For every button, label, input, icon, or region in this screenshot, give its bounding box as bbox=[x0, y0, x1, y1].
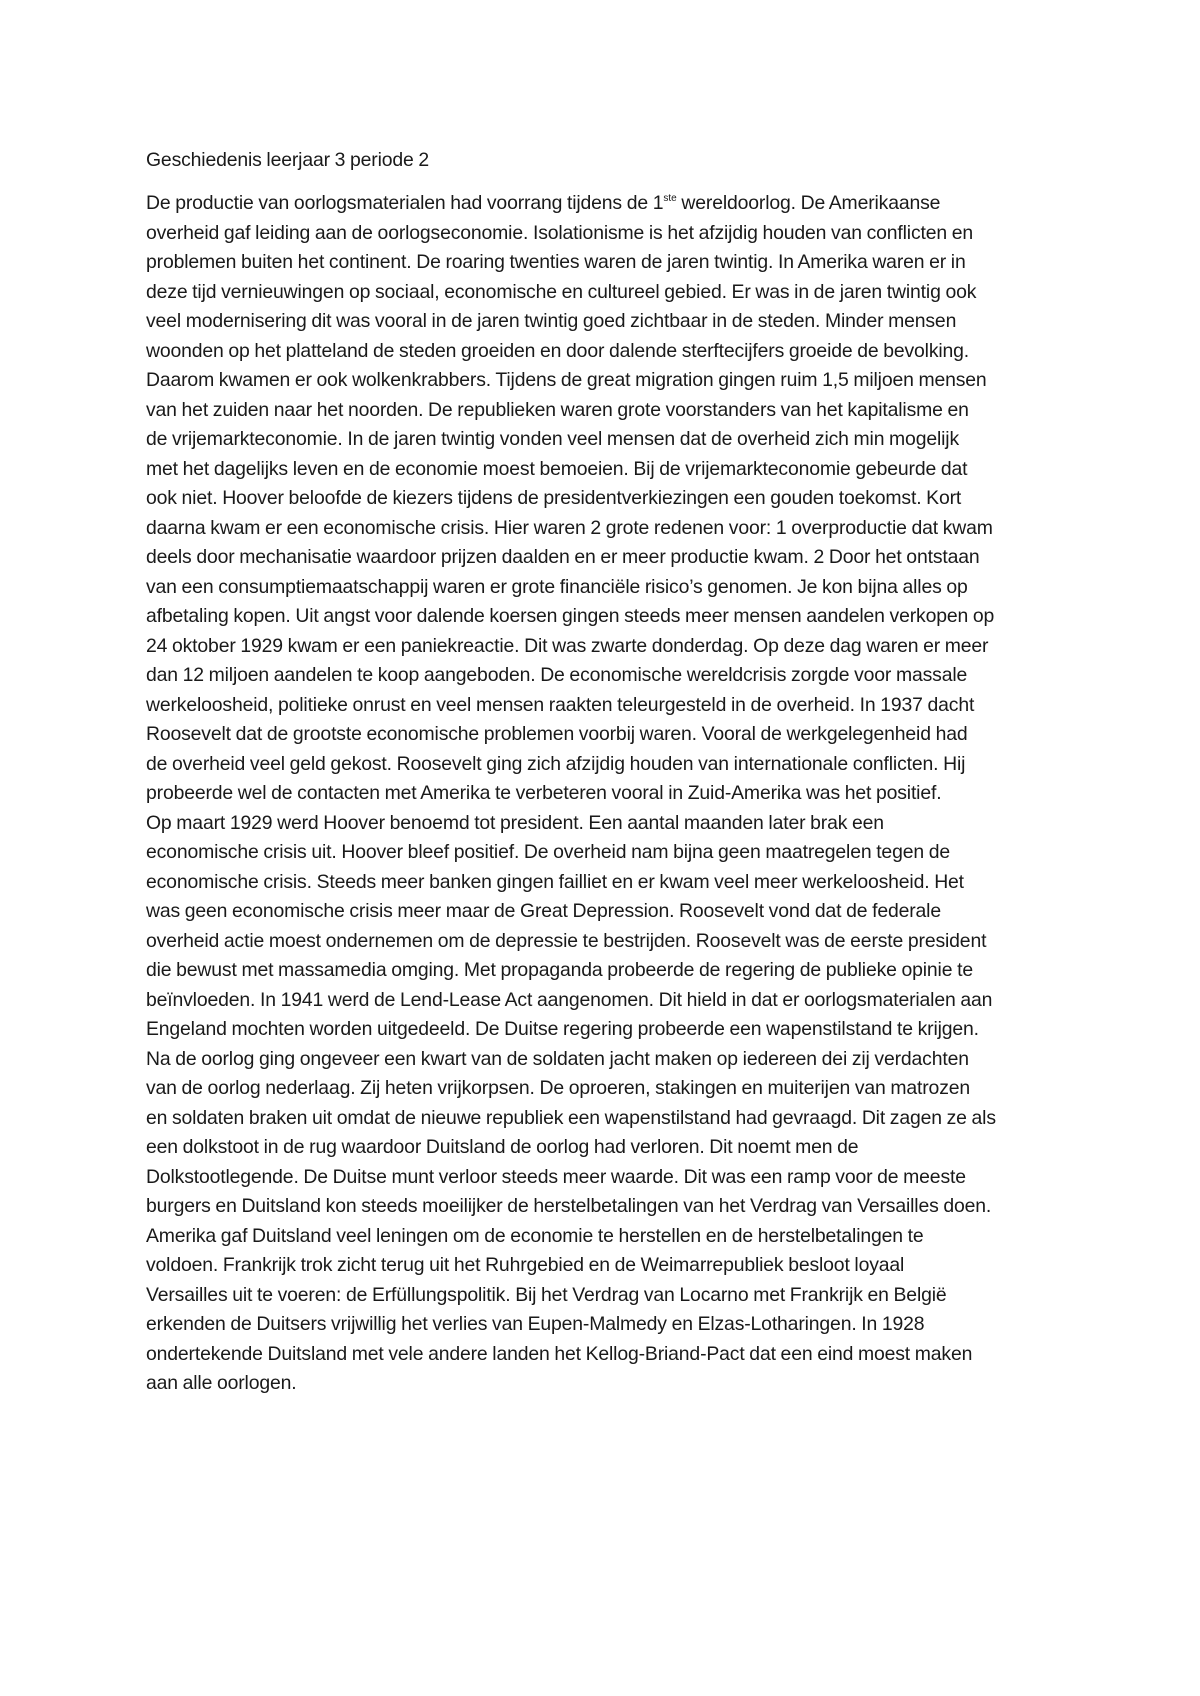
text-line: dan 12 miljoen aandelen te koop aangeboden. De economische wereldcrisis zorgde voor massale bbox=[146, 664, 968, 686]
text-line bbox=[146, 189, 1066, 219]
text-line: economische crisis uit. Hoover bleef positief. De overheid nam bijna geen maatregelen tegen de bbox=[146, 841, 950, 863]
text-line: Op maart 1929 werd Hoover benoemd tot president. Een aantal maanden later brak een bbox=[146, 811, 884, 834]
text-line: Dolkstootlegende. De Duitse munt verloor steeds meer waarde. Dit was een ramp voor de meeste bbox=[146, 1165, 966, 1188]
text-line: Daarom kwamen er ook wolkenkrabbers. Tijdens de great migration gingen ruim 1,5 miljoen mensen bbox=[146, 369, 987, 391]
text-line: overheid gaf leiding aan de oorlogseconomie. Isolationisme is het afzijdig houden van conflicten en bbox=[146, 221, 974, 244]
text-line: van de oorlog nederlaag. Zij heten vrijkorpsen. De oproeren, stakingen en muiterijen van matrozen bbox=[146, 1077, 971, 1099]
text-line: aan alle oorlogen. bbox=[146, 1372, 297, 1394]
text-line: beïnvloeden. In 1941 werd de Lend-Lease Act aangenomen. Dit hield in dat er oorlogsmaterialen aan bbox=[146, 988, 993, 1011]
text-line: en soldaten braken uit omdat de nieuwe republiek een wapenstilstand had gevraagd. Dit zagen ze als bbox=[146, 1106, 996, 1129]
text-lines bbox=[146, 219, 1066, 1399]
text-line: veel modernisering dit was vooral in de jaren twintig goed zichtbaar in de steden. Minder mensen bbox=[146, 310, 957, 332]
text-line: een dolkstoot in de rug waardoor Duitsland de oorlog had verloren. Dit noemt men de bbox=[146, 1136, 859, 1158]
text-line: deze tijd vernieuwingen op sociaal, economische en cultureel gebied. Er was in de jaren twintig ook bbox=[146, 280, 977, 303]
text-line: 24 oktober 1929 kwam er een paniekreactie. Dit was zwarte donderdag. Op deze dag waren er meer bbox=[146, 634, 989, 657]
text-line: Amerika gaf Duitsland veel leningen om de economie te herstellen en de herstelbetalingen te bbox=[146, 1224, 924, 1247]
text-line: was geen economische crisis meer maar de Great Depression. Roosevelt vond dat de federale bbox=[146, 900, 941, 922]
text-line: erkenden de Duitsers vrijwillig het verlies van Eupen-Malmedy en Elzas-Lotharingen. In 1928 bbox=[146, 1313, 925, 1335]
text-segment: De productie van oorlogsmaterialen had voorrang tijdens de 1 bbox=[146, 192, 664, 214]
text-line: Roosevelt dat de grootste economische problemen voorbij waren. Vooral de werkgelegenheid had bbox=[146, 723, 968, 745]
text-line: daarna kwam er een economische crisis. Hier waren 2 grote redenen voor: 1 overproductie dat kwam bbox=[146, 516, 993, 539]
text-line: problemen buiten het continent. De roaring twenties waren de jaren twintig. In Amerika waren er in bbox=[146, 251, 966, 273]
text-line: deels door mechanisatie waardoor prijzen daalden en er meer productie kwam. 2 Door het ontstaan bbox=[146, 546, 980, 568]
text-segment: wereldoorlog. De Amerikaanse bbox=[676, 192, 941, 214]
text-line: ondertekende Duitsland met vele andere landen het Kellog-Briand-Pact dat een eind moest maken bbox=[146, 1342, 973, 1365]
text-line: probeerde wel de contacten met Amerika te verbeteren vooral in Zuid-Amerika was het positief. bbox=[146, 782, 942, 804]
text-line: werkeloosheid, politieke onrust en veel mensen raakten teleurgesteld in de overheid. In 1937 dacht bbox=[146, 693, 975, 716]
text-line: van een consumptiemaatschappij waren er grote financiële risico’s genomen. Je kon bijna alles op bbox=[146, 575, 968, 598]
text-line: Engeland mochten worden uitgedeeld. De Duitse regering probeerde een wapenstilstand te krijgen. bbox=[146, 1018, 979, 1040]
document-paragraph bbox=[146, 189, 1066, 1399]
text-line: die bewust met massamedia omging. Met propaganda probeerde de regering de publieke opinie te bbox=[146, 959, 973, 981]
text-line: woonden op het platteland de steden groeiden en door dalende sterftecijfers groeide de bevolking. bbox=[146, 339, 970, 362]
text-line: voldoen. Frankrijk trok zicht terug uit het Ruhrgebied en de Weimarrepubliek besloot loyaal bbox=[146, 1254, 905, 1276]
text-line: Na de oorlog ging ongeveer een kwart van de soldaten jacht maken op iedereen dei zij verdachten bbox=[146, 1047, 969, 1070]
text-line: burgers en Duitsland kon steeds moeilijker de herstelbetalingen van het Verdrag van Versailles doen. bbox=[146, 1195, 992, 1217]
superscript-ordinal: ste bbox=[663, 193, 677, 204]
document-title: Geschiedenis leerjaar 3 periode 2 bbox=[146, 149, 430, 171]
text-line: de vrijemarkteconomie. In de jaren twintig vonden veel mensen dat de overheid zich min mogelijk bbox=[146, 428, 959, 450]
text-line: economische crisis. Steeds meer banken gingen failliet en er kwam veel meer werkeloosheid. Het bbox=[146, 870, 964, 893]
text-line: ook niet. Hoover beloofde de kiezers tijdens de presidentverkiezingen een gouden toekomst. Kort bbox=[146, 487, 962, 509]
text-line: van het zuiden naar het noorden. De republieken waren grote voorstanders van het kapitalisme en bbox=[146, 398, 969, 421]
text-line: met het dagelijks leven en de economie moest bemoeien. Bij de vrijemarkteconomie gebeurde dat bbox=[146, 457, 968, 480]
text-line: overheid actie moest ondernemen om de depressie te bestrijden. Roosevelt was de eerste president bbox=[146, 929, 987, 952]
text-line: Versailles uit te voeren: de Erfüllungspolitik. Bij het Verdrag van Locarno met Frankrijk en België bbox=[146, 1283, 947, 1306]
document-body bbox=[146, 146, 1066, 1399]
text-line: de overheid veel geld gekost. Roosevelt ging zich afzijdig houden van internationale conflicten. Hij bbox=[146, 752, 966, 775]
text-line: afbetaling kopen. Uit angst voor dalende koersen gingen steeds meer mensen aandelen verkopen op bbox=[146, 605, 995, 627]
